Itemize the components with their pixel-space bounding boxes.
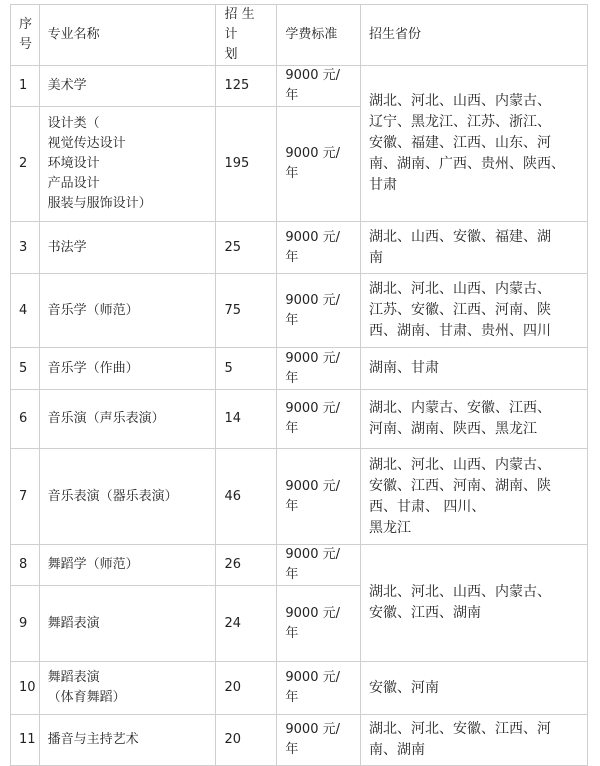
fee-cell: 9000 元/年 bbox=[277, 107, 361, 222]
fee-cell: 9000 元/年 bbox=[277, 449, 361, 545]
quota-cell: 25 bbox=[216, 222, 277, 274]
seq-cell: 9 bbox=[11, 586, 40, 662]
fee-cell: 9000 元/年 bbox=[277, 348, 361, 390]
seq-cell: 10 bbox=[11, 662, 40, 715]
seq-cell: 4 bbox=[11, 274, 40, 348]
major-cell: 舞蹈表演 bbox=[39, 586, 216, 662]
province-cell: 湖南、甘肃 bbox=[360, 348, 587, 390]
table-row bbox=[11, 66, 588, 107]
province-cell: 湖北、山西、安徽、福建、湖 南 bbox=[360, 222, 587, 274]
table-row bbox=[11, 545, 588, 586]
major-cell: 设计类（ 视觉传达设计 环境设计 产品设计 服装与服饰设计） bbox=[39, 107, 216, 222]
major-cell: 音乐学（师范） bbox=[39, 274, 216, 348]
quota-cell: 20 bbox=[216, 715, 277, 766]
header-major: 专业名称 bbox=[39, 5, 216, 66]
fee-cell: 9000 元/年 bbox=[277, 66, 361, 107]
seq-cell: 5 bbox=[11, 348, 40, 390]
fee-cell: 9000 元/年 bbox=[277, 715, 361, 766]
fee-cell: 9000 元/年 bbox=[277, 662, 361, 715]
admissions-table bbox=[10, 4, 588, 766]
table-row bbox=[11, 274, 588, 348]
major-cell: 书法学 bbox=[39, 222, 216, 274]
province-cell: 湖北、内蒙古、安徽、江西、 河南、湖南、陕西、黑龙江 bbox=[360, 390, 587, 449]
seq-cell: 2 bbox=[11, 107, 40, 222]
fee-cell: 9000 元/年 bbox=[277, 390, 361, 449]
quota-cell: 125 bbox=[216, 66, 277, 107]
province-cell: 湖北、河北、安徽、江西、河 南、湖南 bbox=[360, 715, 587, 766]
province-cell: 湖北、河北、山西、内蒙古、 辽宁、黑龙江、江苏、浙江、 安徽、福建、江西、山东、河 南、湖南、广西、贵州、陕西、 甘肃 bbox=[360, 66, 587, 222]
table-row bbox=[11, 662, 588, 715]
seq-cell: 8 bbox=[11, 545, 40, 586]
major-cell: 音乐学（作曲） bbox=[39, 348, 216, 390]
fee-cell: 9000 元/年 bbox=[277, 545, 361, 586]
seq-cell: 3 bbox=[11, 222, 40, 274]
quota-cell: 14 bbox=[216, 390, 277, 449]
major-cell: 播音与主持艺术 bbox=[39, 715, 216, 766]
table-row bbox=[11, 348, 588, 390]
seq-cell: 1 bbox=[11, 66, 40, 107]
quota-cell: 20 bbox=[216, 662, 277, 715]
province-cell: 安徽、河南 bbox=[360, 662, 587, 715]
table-row bbox=[11, 449, 588, 545]
province-cell: 湖北、河北、山西、内蒙古、 安徽、江西、河南、湖南、陕 西、甘肃、 四川、 黑龙江 bbox=[360, 449, 587, 545]
seq-cell: 6 bbox=[11, 390, 40, 449]
quota-cell: 75 bbox=[216, 274, 277, 348]
table-row bbox=[11, 390, 588, 449]
fee-cell: 9000 元/年 bbox=[277, 222, 361, 274]
fee-cell: 9000 元/年 bbox=[277, 586, 361, 662]
province-cell: 湖北、河北、山西、内蒙古、 安徽、江西、湖南 bbox=[360, 545, 587, 662]
header-provinces: 招生省份 bbox=[360, 5, 587, 66]
fee-cell: 9000 元/年 bbox=[277, 274, 361, 348]
header-fee: 学费标准 bbox=[277, 5, 361, 66]
header-quota: 招 生 计 划 bbox=[216, 5, 277, 66]
quota-cell: 46 bbox=[216, 449, 277, 545]
table-row bbox=[11, 715, 588, 766]
major-cell: 音乐演（声乐表演） bbox=[39, 390, 216, 449]
seq-cell: 7 bbox=[11, 449, 40, 545]
quota-cell: 195 bbox=[216, 107, 277, 222]
major-cell: 舞蹈表演 （体育舞蹈） bbox=[39, 662, 216, 715]
major-cell: 音乐表演（器乐表演） bbox=[39, 449, 216, 545]
table-row bbox=[11, 222, 588, 274]
quota-cell: 24 bbox=[216, 586, 277, 662]
major-cell: 美术学 bbox=[39, 66, 216, 107]
header-seq: 序 号 bbox=[11, 5, 40, 66]
header-row bbox=[11, 5, 588, 66]
quota-cell: 26 bbox=[216, 545, 277, 586]
seq-cell: 11 bbox=[11, 715, 40, 766]
major-cell: 舞蹈学（师范） bbox=[39, 545, 216, 586]
province-cell: 湖北、河北、山西、内蒙古、 江苏、安徽、江西、河南、陕 西、湖南、甘肃、贵州、四川 bbox=[360, 274, 587, 348]
quota-cell: 5 bbox=[216, 348, 277, 390]
